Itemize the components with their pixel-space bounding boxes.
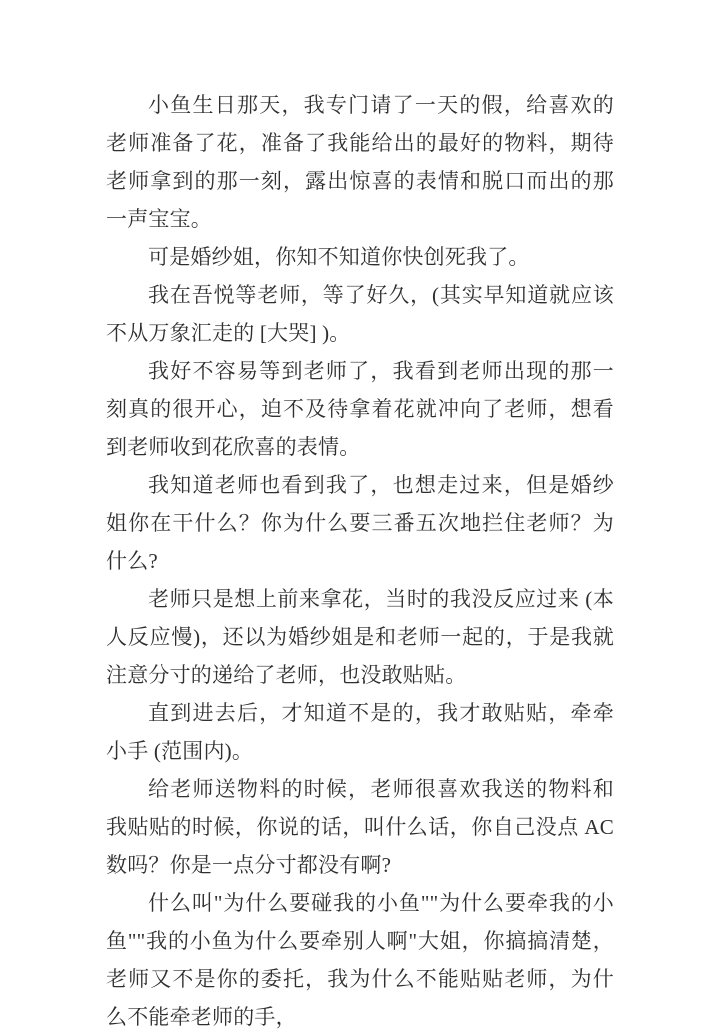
paragraph: 直到进去后，才知道不是的，我才敢贴贴，牵牵小手 (范围内)。 xyxy=(106,701,614,763)
paragraph: 给老师送物料的时候，老师很喜欢我送的物料和我贴贴的时候，你说的话，叫什么话，你自己没点 AC 数吗？你是一点分寸都没有啊? xyxy=(106,777,614,877)
paragraph: 老师只是想上前来拿花，当时的我没反应过来 (本人反应慢)，还以为婚纱姐是和老师一起的，于是我就注意分寸的递给了老师，也没敢贴贴。 xyxy=(106,587,614,687)
paragraph: 我好不容易等到老师了，我看到老师出现的那一刻真的很开心，迫不及待拿着花就冲向了老师，想看到老师收到花欣喜的表情。 xyxy=(106,359,614,459)
paragraph: 可是婚纱姐，你知不知道你快创死我了。 xyxy=(148,245,530,269)
paragraph: 什么叫"为什么要碰我的小鱼""为什么要牵我的小鱼""我的小鱼为什么要牵别人啊"大姐，你搞搞清楚，老师又不是你的委托，我为什么不能贴贴老师，为什么不能牵老师的手， xyxy=(106,891,614,1029)
paragraph: 小鱼生日那天，我专门请了一天的假，给喜欢的老师准备了花，准备了我能给出的最好的物料，期待老师拿到的那一刻，露出惊喜的表情和脱口而出的那一声宝宝。 xyxy=(106,93,614,231)
paragraph: 我在吾悦等老师，等了好久，(其实早知道就应该不从万象汇走的 [大哭] )。 xyxy=(106,283,614,345)
paragraph: 我知道老师也看到我了，也想走过来，但是婚纱姐你在干什么？你为什么要三番五次地拦住老师？为什么? xyxy=(106,473,614,573)
